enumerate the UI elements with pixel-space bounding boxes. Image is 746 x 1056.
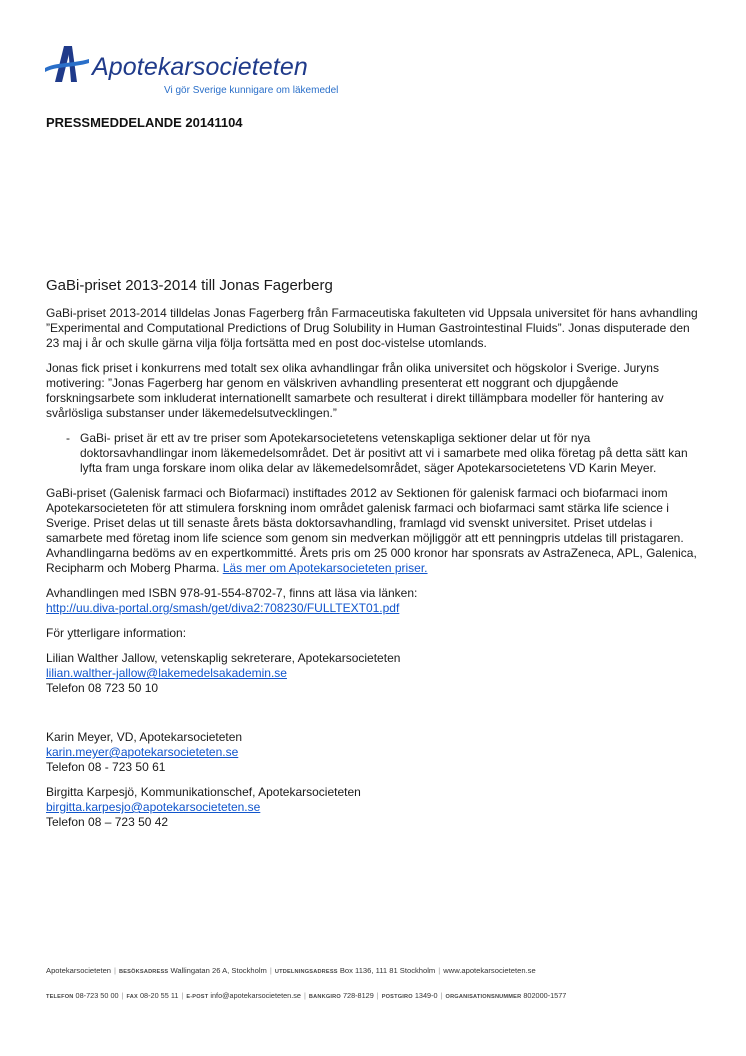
logo-tagline: Vi gör Sverige kunnigare om läkemedel	[164, 85, 339, 96]
contact-email-link[interactable]: karin.meyer@apotekarsocieteten.se	[46, 745, 239, 759]
footer-org: Apotekarsocieteten	[46, 966, 112, 975]
contact-karin	[46, 730, 700, 775]
apotekarsocieteten-logo	[44, 44, 344, 100]
footer-bankgiro-label: BANKGIRO	[308, 994, 341, 1000]
bullet-dash: -	[66, 431, 70, 445]
bullet-text: GaBi- priset är ett av tre priser som Apotekarsocietetens vetenskapliga sektioner delar ut för nya doktorsavhandlingar inom läkemedelsområdet. Det är positivt att vi i samarbete med olika företag på detta sätt kan lyfta fram unga forskare inom olika delar av läkemedelsområdet, säger Apotekarsocietetens VD Karin Meyer.	[80, 431, 688, 475]
more-info-label: För ytterligare information:	[46, 626, 187, 640]
thesis-pdf-link[interactable]: http://uu.diva-portal.org/smash/get/diva2:708230/FULLTEXT01.pdf	[46, 601, 400, 615]
footer-visit-label: BESÖKSADRESS	[119, 969, 169, 975]
footer-fax: 08-20 55 11	[139, 991, 179, 1000]
footer-orgnr: 802000-1577	[523, 991, 567, 1000]
gabi-paragraph-text: GaBi-priset (Galenisk farmaci och Biofarmaci) instiftades 2012 av Sektionen för galenisk farmaci och biofarmaci inom Apotekarsocieteten för att stimulera forskning inom området galenisk farmaci och biofarmaci samt stärka life science i Sverige. Priset delas ut till senaste årets bästa doktorsavhandling, framlagd vid svenskt universitet. Priset utdelas i samarbete med företag inom life science som genom sin medverkan möjliggör att ett penningpris utdelas till pristagaren. Avhandlingarna bedöms av en expertkommitté. Årets pris om 25 000 kronor har sponsrats av AstraZeneca, APL, Galenica, Recipharm och Moberg Pharma.	[46, 486, 697, 575]
article-title: GaBi-priset 2013-2014 till Jonas Fagerberg	[46, 277, 333, 294]
spacer	[46, 706, 700, 730]
contact-phone: Telefon 08 723 50 10	[46, 681, 159, 695]
footer-address-line: Apotekarsocieteten | BESÖKSADRESS Wallingatan 26 A, Stockholm | UTDELNINGSADRESS Box 1136, 111 81 Stockholm | www.apotekarsocieteten.se	[46, 966, 536, 975]
footer-postgiro-label: POSTGIRO	[381, 994, 413, 1000]
footer-post: Box 1136, 111 81 Stockholm	[339, 966, 436, 975]
footer-contact-line: TELEFON 08-723 50 00 | FAX 08-20 55 11 | E-POST info@apotekarsocieteten.se | BANKGIRO 728-8129 | POSTGIRO 1349-0 | ORGANISATIONSNUMMER 802000-1577	[46, 991, 567, 1000]
contact-birgitta	[46, 785, 700, 830]
article-body	[46, 276, 700, 840]
contact-name: Lilian Walther Jallow, vetenskaplig sekreterare, Apotekarsocieteten	[46, 651, 401, 665]
gabi-paragraph	[46, 486, 700, 576]
footer-tel-label: TELEFON	[46, 994, 74, 1000]
press-release-heading: PRESSMEDDELANDE 20141104	[46, 115, 243, 130]
contact-email-link[interactable]: birgitta.karpesjo@apotekarsocieteten.se	[46, 800, 261, 814]
contact-phone: Telefon 08 – 723 50 42	[46, 815, 169, 829]
contact-lilian	[46, 651, 700, 696]
contact-name: Birgitta Karpesjö, Kommunikationschef, Apotekarsocieteten	[46, 785, 361, 799]
apotekarsocieteten-a-logo-icon	[44, 44, 90, 84]
footer-fax-label: FAX	[126, 994, 138, 1000]
footer-email-label: E-POST	[186, 994, 209, 1000]
contact-name: Karin Meyer, VD, Apotekarsocieteten	[46, 730, 243, 744]
footer-email: info@apotekarsocieteten.se	[210, 991, 301, 1000]
footer-postgiro: 1349-0	[414, 991, 438, 1000]
contact-email-link[interactable]: lilian.walther-jallow@lakemedelsakademin.se	[46, 666, 287, 680]
footer-orgnr-label: ORGANISATIONSNUMMER	[445, 994, 522, 1000]
footer-bankgiro: 728-8129	[342, 991, 374, 1000]
footer-post-label: UTDELNINGSADRESS	[274, 969, 338, 975]
logo-name: Apotekarsocieteten	[92, 53, 308, 81]
footer-visit: Wallingatan 26 A, Stockholm	[170, 966, 267, 975]
contact-phone: Telefon 08 - 723 50 61	[46, 760, 166, 774]
isbn-paragraph	[46, 586, 700, 616]
paragraph-2: Jonas fick priset i konkurrens med totalt sex olika avhandlingar från olika universitet och högskolor i Sverige. Juryns motivering: ”Jonas Fagerberg har genom en välskriven avhandling presenterat ett noggrant och djupgående forskningsarbete som inkluderat internationellt samarbete och resulterat i direkt tillämpbara modeller för hantering av svårlösliga substanser under läkemedelsutvecklingen.”	[46, 361, 664, 420]
paragraph-1: GaBi-priset 2013-2014 tilldelas Jonas Fagerberg från Farmaceutiska fakulteten vid Uppsala universitet för hans avhandling ”Experimental and Computational Predictions of Drug Solubility in Human Gastrointestinal Fluids”. Jonas disputerade den 23 maj i år och skulle gärna vilja följa fortsätta med en post doc-vistelse utomlands.	[46, 306, 698, 350]
footer-web: www.apotekarsocieteten.se	[443, 966, 536, 975]
read-more-prizes-link[interactable]: Läs mer om Apotekarsocieteten priser.	[222, 561, 428, 575]
quote-bullet	[46, 431, 700, 476]
isbn-text: Avhandlingen med ISBN 978-91-554-8702-7, finns att läsa via länken:	[46, 586, 418, 600]
footer-tel: 08-723 50 00	[75, 991, 119, 1000]
